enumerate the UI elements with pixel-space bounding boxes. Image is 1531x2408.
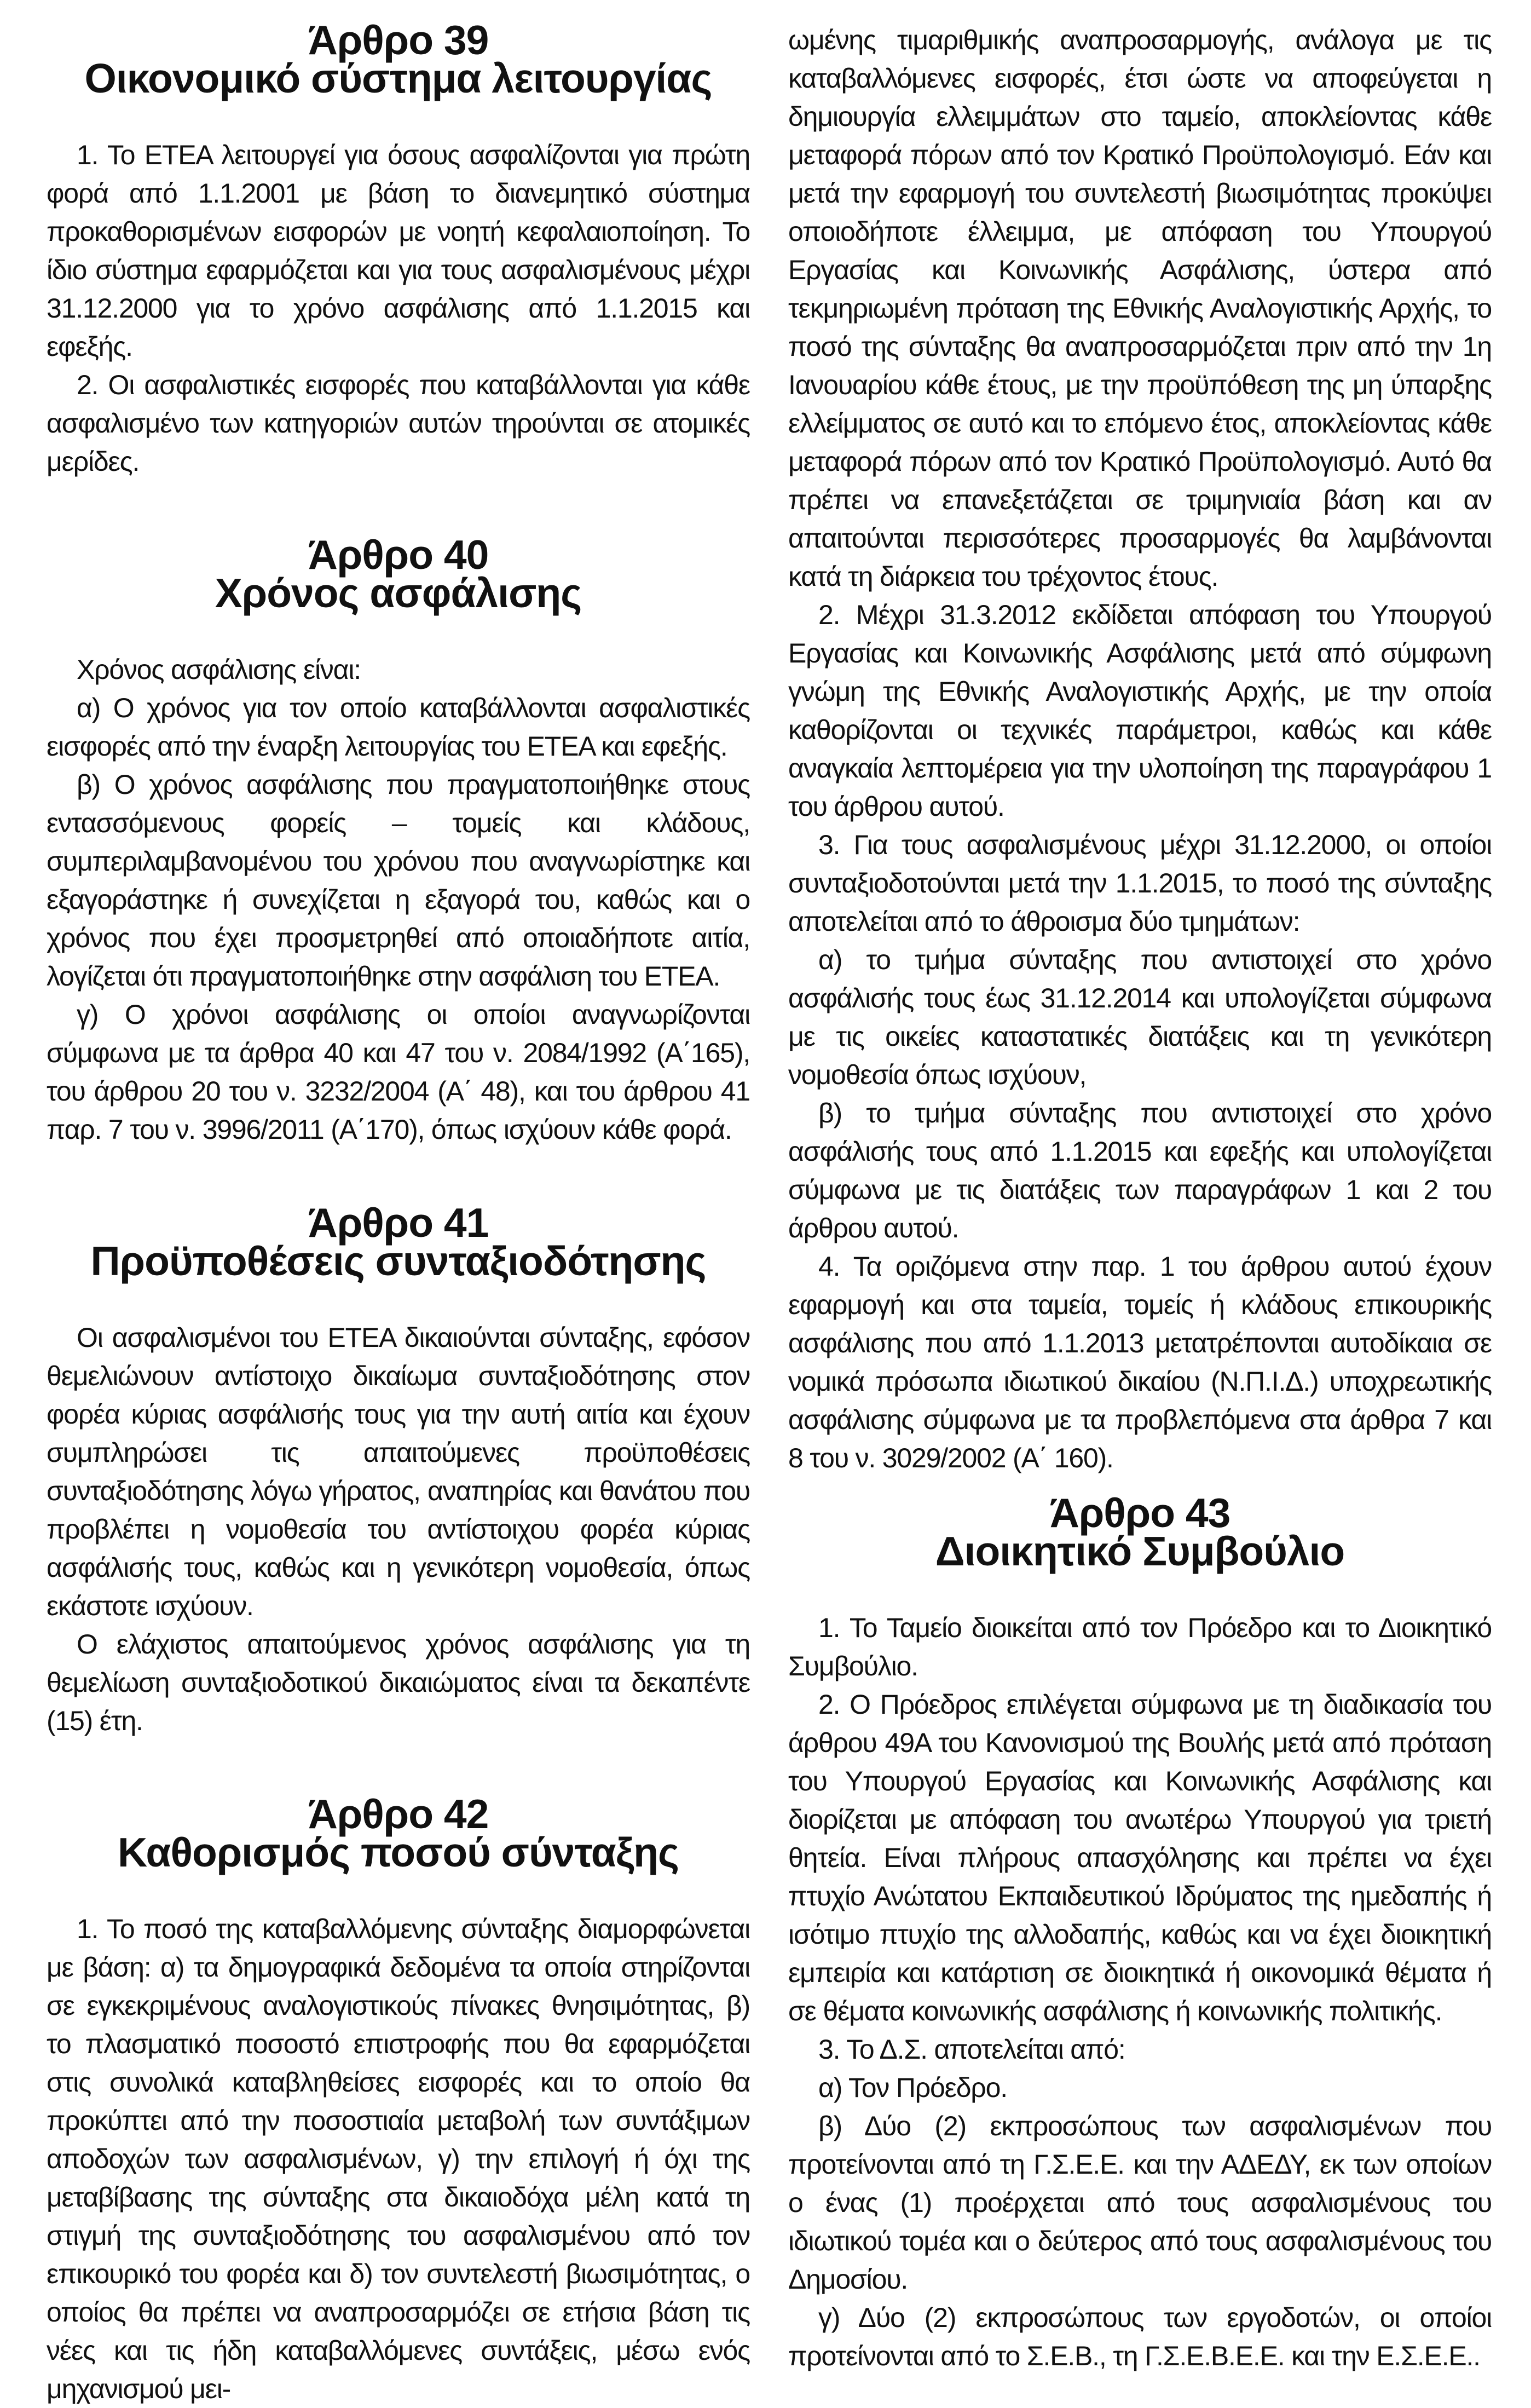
spacer [47, 481, 750, 535]
article-heading [47, 532, 750, 616]
paragraph: α) το τμήμα σύνταξης που αντιστοιχεί στο χρόνο ασφάλισής τους έως 31.12.2014 και υπολογίζεται σύμφωνα με τις οικείες καταστατικές διατάξεις και τη γενικότερη νομοθεσία όπως ισχύουν, [788, 944, 1492, 1090]
paragraph: α) Τον Πρόεδρο. [818, 2072, 1007, 2103]
article-title: Προϋποθέσεις συνταξιοδότησης [90, 1238, 706, 1284]
paragraph: β) Ο χρόνος ασφάλισης που πραγματοποιήθηκε στους εντασσόμενους φορείς – τομείς και κλάδους, συμπεριλαμβανομένου του χρόνου που αναγνωρίστηκε και εξαγοράστηκε ή συνεχίζεται η εξαγορά του, καθώς και ο χρόνος που έχει προσμετρηθεί από οποιαδήποτε αιτία, λογίζεται ότι πραγματοποιήθηκε στην ασφάλιση του ΕΤΕΑ. [47, 769, 750, 992]
article-body [47, 650, 750, 1149]
paragraph: Ο ελάχιστος απαιτούμενος χρόνος ασφάλισης για τη θεμελίωση συνταξιοδοτικού δικαιώματος είναι τα δεκαπέντε (15) έτη. [47, 1629, 750, 1736]
paragraph: 2. Οι ασφαλιστικές εισφορές που καταβάλλονται για κάθε ασφαλισμένο των κατηγοριών αυτών τηρούνται σε ατομικές μερίδες. [47, 370, 750, 477]
article-40 [47, 532, 750, 1149]
paragraph: Χρόνος ασφάλισης είναι: [77, 654, 361, 685]
article-title: Χρόνος ασφάλισης [215, 570, 582, 616]
paragraph: 3. Το Δ.Σ. αποτελείται από: [818, 2034, 1125, 2065]
article-42-continuation [788, 21, 1492, 1477]
paragraph: 2. Μέχρι 31.3.2012 εκδίδεται απόφαση του Υπουργού Εργασίας και Κοινωνικής Ασφάλισης μετά από σύμφωνη γνώμη της Εθνικής Αναλογιστικής Αρχής, με την οποία καθορίζονται οι τεχνικές παράμετροι, καθώς και κάθε αναγκαία λεπτομέρεια για την υλοποίηση της παραγράφου 1 του άρθρου αυτού. [788, 600, 1492, 822]
spacer [47, 1149, 750, 1203]
article-body [47, 1910, 750, 2408]
paragraph: 1. Το Ταμείο διοικείται από τον Πρόεδρο και το Διοικητικό Συμβούλιο. [788, 1612, 1492, 1681]
paragraph: γ) Ο χρόνοι ασφάλισης οι οποίοι αναγνωρίζονται σύμφωνα με τα άρθρα 40 και 47 του ν. 2084/1992 (Α΄165), του άρθρου 20 του ν. 3232/2004 (Α΄ 48), και του άρθρου 41 παρ. 7 του ν. 3996/2011 (Α΄170), όπως ισχύουν κάθε φορά. [47, 999, 750, 1145]
article-title: Διοικητικό Συμβούλιο [935, 1528, 1345, 1574]
article-title: Οικονομικό σύστημα λειτουργίας [84, 55, 712, 101]
paragraph: γ) Δύο (2) εκπροσώπους των εργοδοτών, οι οποίοι προτείνονται από το Σ.Ε.Β., τη Γ.Σ.Ε.Β.Ε.Ε. και την Ε.Σ.Ε.Ε.. [788, 2302, 1492, 2371]
paragraph: 4. Τα οριζόμενα στην παρ. 1 του άρθρου αυτού έχουν εφαρμογή και στα ταμεία, τομείς ή κλάδους επικουρικής ασφάλισης που από 1.1.2013 μετατρέπονται αυτοδίκαια σε νομικά πρόσωπα ιδιωτικού δικαίου (Ν.Π.Ι.Δ.) υποχρεωτικής ασφάλισης σύμφωνα με τα προβλεπόμενα στα άρθρα 7 και 8 του ν. 3029/2002 (Α΄ 160). [788, 1251, 1492, 1473]
article-title: Καθορισμός ποσού σύνταξης [117, 1829, 679, 1875]
article-number: Άρθρο 41 [308, 1200, 489, 1246]
article-number: Άρθρο 42 [308, 1791, 489, 1837]
spacer [47, 1740, 750, 1795]
article-body [788, 1609, 1492, 2375]
article-42 [47, 1791, 750, 2408]
article-number: Άρθρο 43 [1049, 1490, 1230, 1536]
paragraph: 1. Το ΕΤΕΑ λειτουργεί για όσους ασφαλίζονται για πρώτη φορά από 1.1.2001 με βάση το διανεμητικό σύστημα προκαθορισμένων εισφορών με νοητή κεφαλαιοποίηση. Το ίδιο σύστημα εφαρμόζεται και για τους ασφαλισμένους μέχρι 31.12.2000 για το χρόνο ασφάλισης από 1.1.2015 και εφεξής. [47, 140, 750, 362]
paragraph: ωμένης τιμαριθμικής αναπροσαρμογής, ανάλογα με τις καταβαλλόμενες εισφορές, έτσι ώστε να αποφεύγεται η δημιουργία ελλειμμάτων στο ταμείο, αποκλείοντας κάθε μεταφορά πόρων από τον Κρατικό Προϋπολογισμό. Εάν και μετά την εφαρμογή του συντελεστή βιωσιμότητας προκύψει οποιοδήποτε έλλειμμα, με απόφαση του Υπουργού Εργασίας και Κοινωνικής Ασφάλισης, ύστερα από τεκμηριωμένη πρόταση της Εθνικής Αναλογιστικής Αρχής, το ποσό της σύνταξης θα αναπροσαρμόζεται πριν από την 1η Ιανουαρίου κάθε έτους, με την προϋπόθεση της μη ύπαρξης ελλείμματος σε αυτό και το επόμενο έτος, αποκλείοντας κάθε μεταφορά πόρων από τον Κρατικό Προϋπολογισμό. Αυτό θα πρέπει να επανεξετάζεται σε τριμηνιαία βάση και αν απαιτούνται περισσότερες προσαρμογές θα λαμβάνονται κατά τη διάρκεια του τρέχοντος έτους. [788, 25, 1492, 592]
article-heading [788, 1490, 1492, 1574]
article-heading [47, 17, 750, 101]
paragraph: 1. Το ποσό της καταβαλλόμενης σύνταξης διαμορφώνεται με βάση: α) τα δημογραφικά δεδομένα τα οποία στηρίζονται σε εγκεκριμένους αναλογιστικούς πίνακες θνησιμότητας, β) το πλασματικό ποσοστό επιστροφής που θα εφαρμόζεται στις συνολικά καταβληθείσες εισφορές και το οποίο θα προκύπτει από την ποσοστιαία μεταβολή των συντάξιμων αποδοχών των ασφαλισμένων, γ) την επιλογή ή όχι της μεταβίβασης της σύνταξης στα δικαιοδόχα μέλη κατά τη στιγμή της συνταξιοδότησης του ασφαλισμένου από τον επικουρικό του φορέα και δ) τον συντελεστή βιωσιμότητας, ο οποίος θα πρέπει να αναπροσαρμόζει σε ετήσια βάση τις νέες και τις ήδη καταβαλλόμενες συντάξεις, μέσω ενός μηχανισμού μει- [47, 1914, 750, 2404]
article-number: Άρθρο 39 [308, 17, 489, 63]
left-column [47, 17, 750, 2408]
article-number: Άρθρο 40 [308, 532, 489, 578]
article-41 [47, 1200, 750, 1740]
paragraph: Οι ασφαλισμένοι του ΕΤΕΑ δικαιούνται σύνταξης, εφόσον θεμελιώνουν αντίστοιχο δικαίωμα συνταξιοδότησης στον φορέα κύριας ασφάλισής τους για την αυτή αιτία και έχουν συμπληρώσει τις απαιτούμενες προϋποθέσεις συνταξιοδότησης λόγω γήρατος, αναπηρίας και θανάτου που προβλέπει η νομοθεσία του αντίστοιχου φορέα κύριας ασφάλισής τους, καθώς και η γενικότερη νομοθεσία, όπως εκάστοτε ισχύουν. [47, 1322, 750, 1621]
article-heading [47, 1200, 750, 1284]
paragraph: α) Ο χρόνος για τον οποίο καταβάλλονται ασφαλιστικές εισφορές από την έναρξη λειτουργίας του ΕΤΕΑ και εφεξής. [47, 693, 750, 762]
paragraph: β) το τμήμα σύνταξης που αντιστοιχεί στο χρόνο ασφάλισής τους από 1.1.2015 και εφεξής και υπολογίζεται σύμφωνα με τις διατάξεις των παραγράφων 1 και 2 του άρθρου αυτού. [788, 1098, 1492, 1243]
paragraph: β) Δύο (2) εκπροσώπους των ασφαλισμένων που προτείνονται από τη Γ.Σ.Ε.Ε. και την ΑΔΕΔΥ, εκ των οποίων ο ένας (1) προέρχεται από τους ασφαλισμένους του ιδιωτικού τομέα και ο δεύτερος από τους ασφαλισμένους του Δημοσίου. [788, 2111, 1492, 2295]
article-43 [788, 1490, 1492, 2375]
article-body [47, 136, 750, 481]
article-body [47, 1318, 750, 1740]
paragraph: 3. Για τους ασφαλισμένους μέχρι 31.12.2000, οι οποίοι συνταξιοδοτούνται μετά την 1.1.2015, το ποσό της σύνταξης αποτελείται από το άθροισμα δύο τμημάτων: [788, 829, 1492, 937]
article-39 [47, 17, 750, 481]
right-column [788, 21, 1492, 2375]
paragraph: 2. Ο Πρόεδρος επιλέγεται σύμφωνα με τη διαδικασία του άρθρου 49Α του Κανονισμού της Βουλής μετά από πρόταση του Υπουργού Εργασίας και Κοινωνικής Ασφάλισης και διορίζεται με απόφαση του ανωτέρω Υπουργού για τριετή θητεία. Είναι πλήρους απασχόλησης και πρέπει να έχει πτυχίο Ανώτατου Εκπαιδευτικού Ιδρύματος της ημεδαπής ή ισότιμο πτυχίο της αλλοδαπής, καθώς και να έχει διοικητική εμπειρία και κατάρτιση σε διοικητικά ή οικονομικά θέματα ή σε θέματα κοινωνικής ασφάλισης ή κοινωνικής πολιτικής. [788, 1689, 1492, 2026]
article-heading [47, 1791, 750, 1875]
